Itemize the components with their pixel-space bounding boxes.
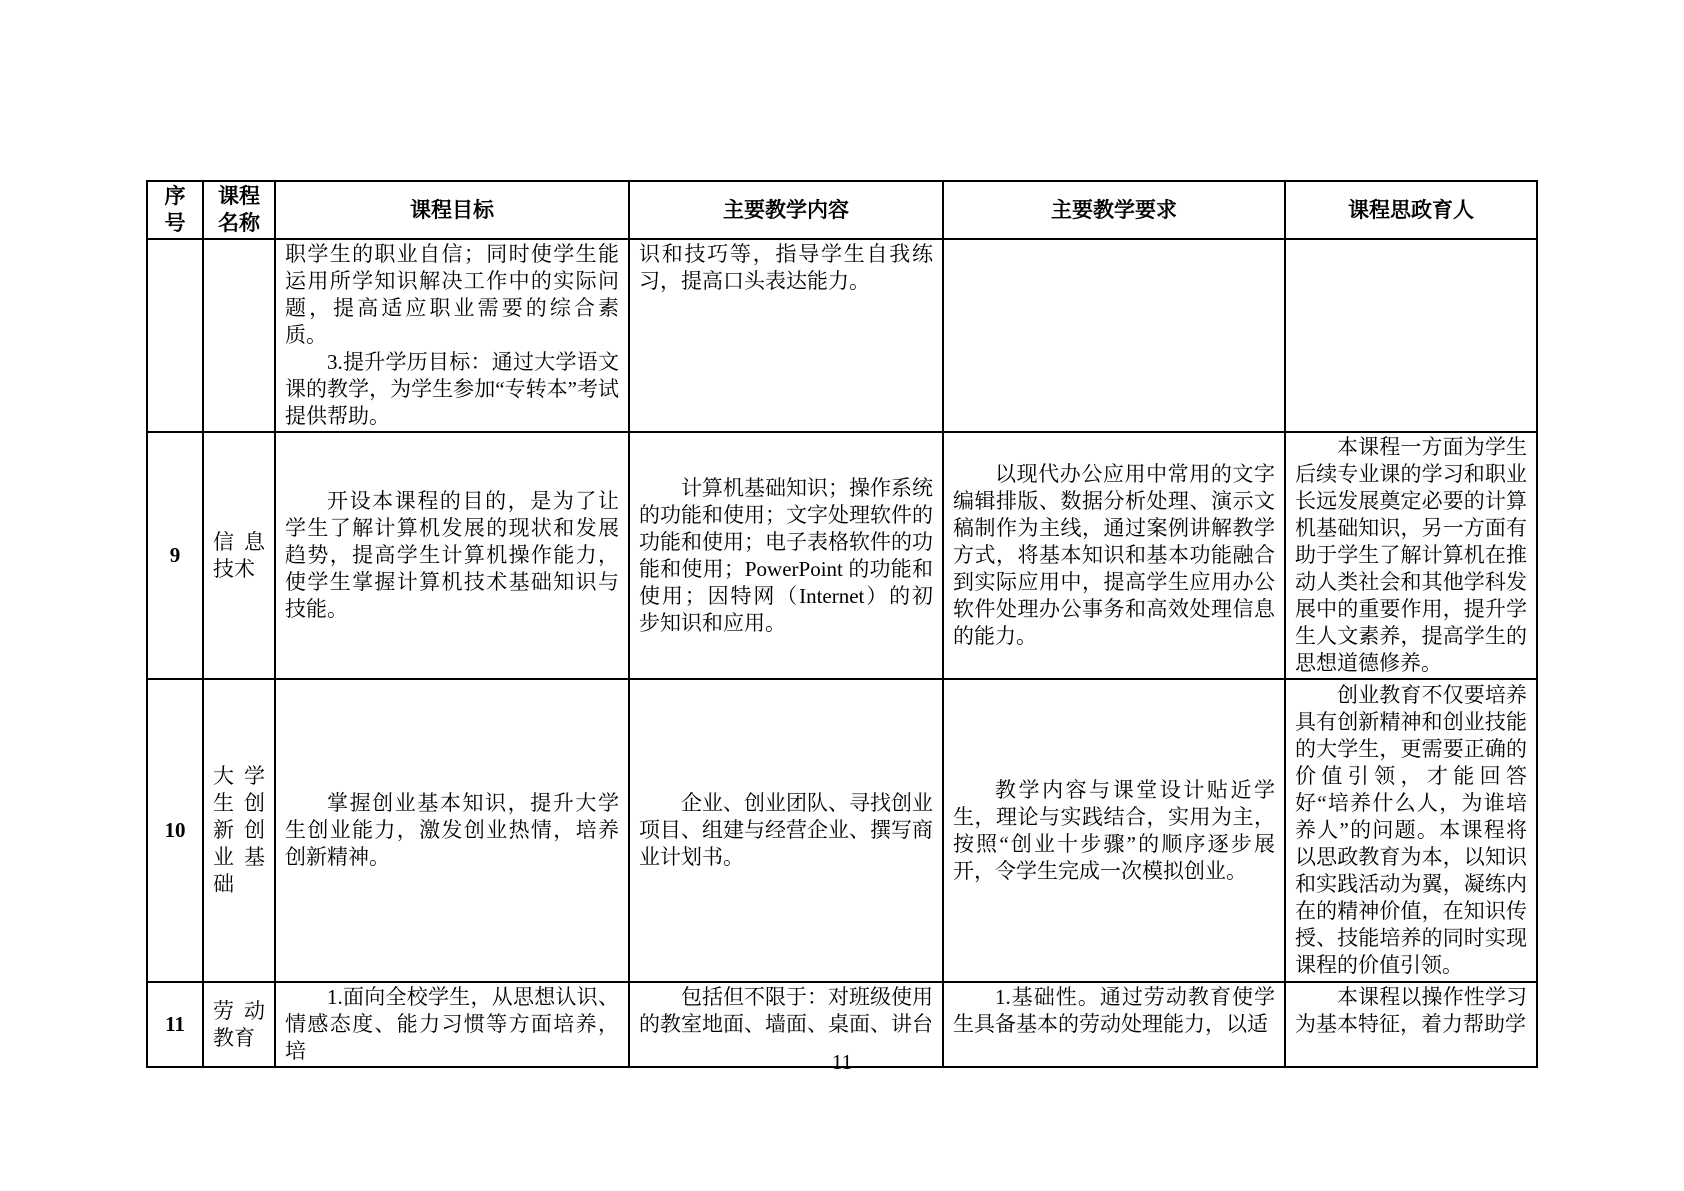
cell-number: 9 xyxy=(147,432,203,679)
cell-course-name xyxy=(203,239,275,432)
content-paragraph: 包括但不限于：对班级使用的教室地面、墙面、桌面、讲台 xyxy=(639,985,933,1036)
objectives-paragraph: 掌握创业基本知识，提升大学生创业能力，激发创业热情，培养创新精神。 xyxy=(285,791,619,869)
column-header-number: 序号 xyxy=(147,181,203,239)
requirements-paragraph: 以现代办公应用中常用的文字编辑排版、数据分析处理、演示文稿制作为主线，通过案例讲解教学方式，将基本知识和基本功能融合到实际应用中，提高学生应用办公软件处理办公事务和高效处理信息的能力。 xyxy=(953,462,1275,648)
column-header-course-name: 课程名称 xyxy=(203,181,275,239)
column-header-ideology: 课程思政育人 xyxy=(1285,181,1537,239)
column-header-requirements: 主要教学要求 xyxy=(943,181,1285,239)
cell-content xyxy=(629,239,943,432)
content-paragraph: 企业、创业团队、寻找创业项目、组建与经营企业、撰写商业计划书。 xyxy=(639,791,933,869)
table-row-course-10 xyxy=(147,679,1537,982)
cell-content xyxy=(629,432,943,679)
cell-course-name: 信息技术 xyxy=(203,432,275,679)
courses-table xyxy=(146,180,1538,1068)
cell-ideology xyxy=(1285,432,1537,679)
objectives-paragraph: 1.面向全校学生，从思想认识、情感态度、能力习惯等方面培养，培 xyxy=(285,985,619,1063)
header-row xyxy=(147,181,1537,239)
cell-number xyxy=(147,239,203,432)
ideology-paragraph: 创业教育不仅要培养具有创新精神和创业技能的大学生，更需要正确的价值引领，才能回答好“培养什么人，为谁培养人”的问题。本课程将以思政教育为本，以知识和实践活动为翼，凝练内在的精神价值，在知识传授、技能培养的同时实现课程的价值引领。 xyxy=(1295,683,1527,977)
cell-requirements xyxy=(943,432,1285,679)
table-row-course-9 xyxy=(147,432,1537,679)
cell-objectives xyxy=(275,432,629,679)
table-row-continuation xyxy=(147,239,1537,432)
objectives-paragraph: 3.提升学历目标：通过大学语文课的教学，为学生参加“专转本”考试提供帮助。 xyxy=(285,350,619,428)
column-header-objectives: 课程目标 xyxy=(275,181,629,239)
cell-number: 11 xyxy=(147,982,203,1067)
cell-ideology xyxy=(1285,679,1537,982)
cell-objectives xyxy=(275,679,629,982)
cell-ideology xyxy=(1285,239,1537,432)
cell-course-name: 大学生创新创业基础 xyxy=(203,679,275,982)
objectives-paragraph: 职学生的职业自信；同时使学生能运用所学知识解决工作中的实际问题，提高适应职业需要的综合素质。 xyxy=(285,242,619,347)
requirements-paragraph: 1.基础性。通过劳动教育使学生具备基本的劳动处理能力，以适 xyxy=(953,985,1275,1036)
page-number: 11 xyxy=(831,1050,853,1074)
cell-requirements xyxy=(943,679,1285,982)
column-header-content: 主要教学内容 xyxy=(629,181,943,239)
cell-course-name: 劳动教育 xyxy=(203,982,275,1067)
cell-objectives xyxy=(275,239,629,432)
cell-content xyxy=(629,679,943,982)
content-paragraph: 识和技巧等，指导学生自我练习，提高口头表达能力。 xyxy=(639,242,933,293)
objectives-paragraph: 开设本课程的目的，是为了让学生了解计算机发展的现状和发展趋势，提高学生计算机操作能力，使学生掌握计算机技术基础知识与技能。 xyxy=(285,489,619,621)
ideology-paragraph: 本课程以操作性学习为基本特征，着力帮助学 xyxy=(1295,985,1527,1036)
content-paragraph: 计算机基础知识；操作系统的功能和使用；文字处理软件的功能和使用；电子表格软件的功能和使用；PowerPoint 的功能和使用；因特网（Internet）的初步知识和应用。 xyxy=(639,475,933,635)
cell-number: 10 xyxy=(147,679,203,982)
requirements-paragraph: 教学内容与课堂设计贴近学生，理论与实践结合，实用为主，按照“创业十步骤”的顺序逐步展开，令学生完成一次模拟创业。 xyxy=(953,777,1275,883)
cell-requirements xyxy=(943,239,1285,432)
ideology-paragraph: 本课程一方面为学生后续专业课的学习和职业长远发展奠定必要的计算机基础知识，另一方面有助于学生了解计算机在推动人类社会和其他学科发展中的重要作用，提升学生人文素养，提高学生的思想道德修养。 xyxy=(1295,435,1527,675)
